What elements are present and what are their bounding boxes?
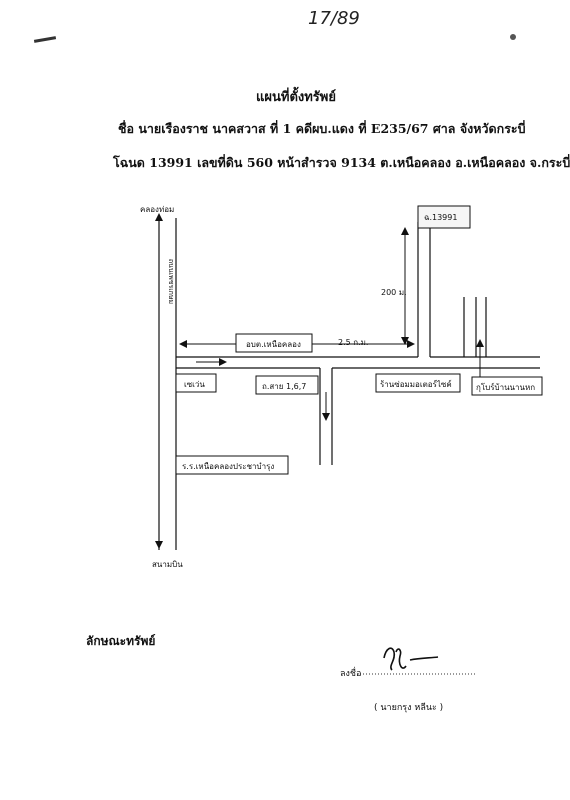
district-office-label: อบต.เหนือคลอง	[246, 340, 301, 349]
top-direction-label: คลองท่อม	[140, 205, 175, 214]
property-label: ฉ.13991	[424, 213, 458, 222]
school-label: ร.ร.เหนือคลองประชาบำรุง	[182, 462, 275, 471]
distance-vertical-label: 200 ม.	[381, 288, 407, 297]
signature	[384, 648, 438, 670]
seven-eleven-label: เซเว่น	[184, 380, 205, 389]
sign-label: ลงชื่อ	[340, 669, 362, 679]
title-deed-line: โฉนด 13991 เลขที่ดิน 560 หน้าสำรวจ 9134 ต.เหนือคลอง อ.เหนือคลอง จ.กระบี่	[113, 155, 570, 170]
highway-label: ถนนเพชรเกษม	[167, 258, 176, 305]
property-description-label: ลักษณะทรัพย์	[86, 634, 156, 648]
signer-name: ( นายกรุง หลีนะ )	[374, 703, 444, 713]
document-title: แผนที่ตั้งทรัพย์	[256, 90, 336, 105]
page-number: 17/89	[308, 8, 360, 29]
distance-horizontal-label: 2.5 ก.ม.	[338, 338, 369, 347]
motor-shop-label: ร้านซ่อมมอเตอร์ไซค์	[380, 380, 452, 389]
road-label: ถ.สาย 1,6,7	[262, 382, 307, 391]
bottom-direction-label: สนามบิน	[152, 560, 183, 569]
owner-case-line: ชื่อ นายเรืองราช นาคสวาส ที่ 1 คดีผบ.แดง ที่ E235/67 ศาล จังหวัดกระบี่	[118, 121, 526, 136]
mosque-label: กุโบร์บ้านนานหก	[476, 383, 536, 392]
